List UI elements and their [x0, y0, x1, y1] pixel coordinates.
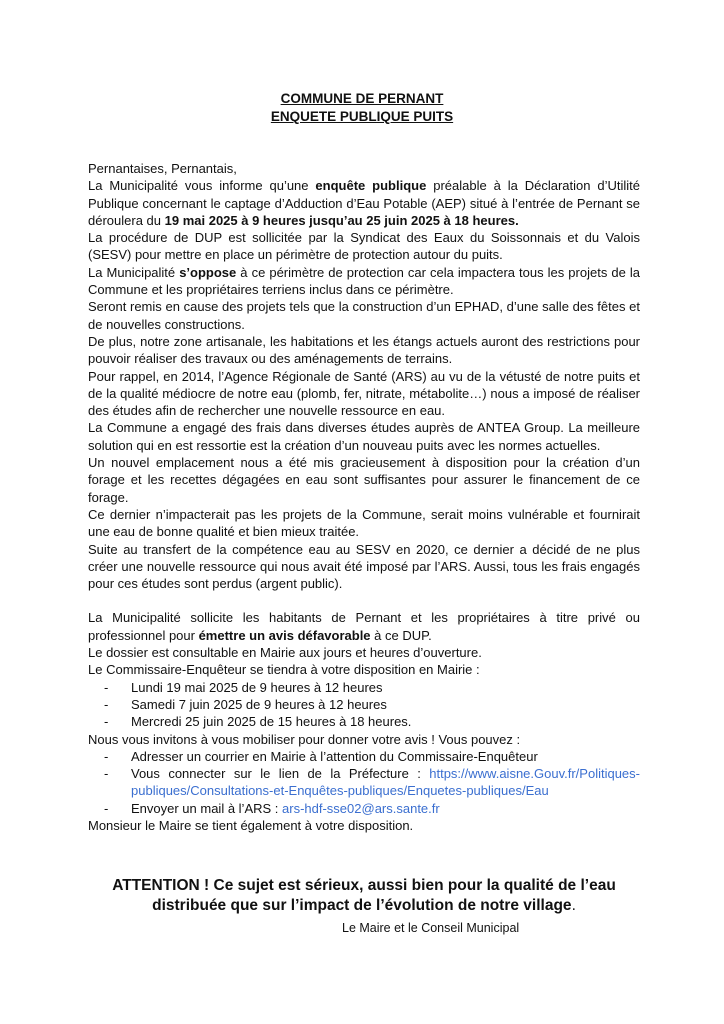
paragraph-emplacement: Un nouvel emplacement nous a été mis gracieusement à disposition pour la création d’un forage et les recettes dégagées en eau sont suffisantes pour assurer le financement de ce forage.	[88, 455, 640, 505]
paragraph-maire: Monsieur le Maire se tient également à votre disposition.	[88, 817, 414, 833]
list-item: - Lundi 19 mai 2025 de 9 heures à 12 heures	[104, 679, 640, 696]
paragraph-rappel-ars: Pour rappel, en 2014, l’Agence Régionale de Santé (ARS) au vu de la vétusté de notre puits et de la qualité médiocre de notre eau (plomb, fer, nitrate, métabolite…) nous a imposé de réaliser des études afin de rechercher une nouvelle ressource en eau.	[88, 368, 640, 419]
list-item: - Samedi 7 juin 2025 de 9 heures à 12 heures	[104, 696, 640, 713]
paragraph-sollicite	[88, 609, 640, 644]
bold-enquete-publique: enquête publique	[315, 178, 427, 194]
enquete-title: ENQUETE PUBLIQUE PUITS	[270, 109, 454, 124]
bold-avis-defavorable: émettre un avis défavorable	[198, 627, 371, 643]
list-item	[104, 800, 640, 817]
bold-dates: 19 mai 2025 à 9 heures jusqu’au 25 juin 2025 à 18 heures.	[164, 212, 519, 228]
paragraph-opposition	[88, 264, 640, 299]
text-span: La Municipalité sollicite les habitants de Pernant et les propriétaires à titre privé ou professionnel pour	[88, 610, 640, 643]
attention-notice	[88, 876, 640, 916]
paragraph-projets: Seront remis en cause des projets tels que la construction d’un EPHAD, d’une salle des fêtes et de nouvelles constructions.	[88, 299, 640, 332]
ars-email-link[interactable]: ars-hdf-sse02@ars.sante.fr	[282, 800, 440, 816]
dates-list	[88, 679, 640, 731]
text-span: .	[571, 897, 576, 914]
commune-title: COMMUNE DE PERNANT	[280, 91, 444, 106]
attention-line-1: ATTENTION ! Ce sujet est sérieux, aussi bien pour la qualité de l’eau	[112, 877, 616, 894]
text-span: à ce périmètre de protection car cela impactera tous les projets de la Commune et les propriétaires terriens inclus dans ce périmètre.	[88, 264, 640, 298]
letter-body	[88, 160, 640, 834]
text-span: Envoyer un mail à l’ARS :	[131, 800, 283, 816]
paragraph-transfert: Suite au transfert de la compétence eau au SESV en 2020, ce dernier a décidé de ne plus créer une nouvelle ressource qui nous avait été imposé par l’ARS. Aussi, tous les frais engagés pour ces études sont perdus (argent public).	[88, 541, 640, 592]
list-item	[104, 765, 640, 800]
text-span: à ce DUP.	[370, 627, 432, 643]
paragraph-enquete	[88, 177, 640, 229]
text-span: Vous connecter sur le lien de la Préfecture :	[131, 766, 430, 782]
text-span: préalable à la Déclaration d’Utilité Publique concernant le captage d’Adduction d’Eau Potable (AEP) situé à l’entrée de Pernant se déroulera du	[88, 178, 640, 228]
list-item: - Adresser un courrier en Mairie à l’attention du Commissaire-Enquêteur	[104, 748, 640, 765]
prefecture-link[interactable]: https://www.aisne.Gouv.fr/Politiques-publiques/Consultations-et-Enquêtes-publiques/Enquetes-publiques/Eau	[131, 766, 640, 799]
paragraph-dossier: Le dossier est consultable en Mairie aux jours et heures d’ouverture.	[88, 645, 482, 661]
paragraph-forage: Ce dernier n’impacterait pas les projets de la Commune, serait moins vulnérable et fournirait une eau de bonne qualité et bien mieux traitée.	[88, 506, 640, 540]
list-item: - Mercredi 25 juin 2025 de 15 heures à 18 heures.	[104, 713, 640, 730]
text-span: La Municipalité vous informe qu’une	[88, 178, 316, 194]
actions-list	[88, 748, 640, 817]
text-span: distribuée que sur l’impact de l’évolution de notre village	[152, 897, 572, 914]
paragraph-commissaire: Le Commissaire-Enquêteur se tiendra à votre disposition en Mairie :	[88, 662, 480, 678]
spacer	[88, 592, 640, 609]
text-span: La Municipalité	[88, 264, 180, 280]
signature: Le Maire et le Conseil Municipal	[342, 921, 520, 935]
bold-s-oppose: s’oppose	[179, 264, 237, 280]
paragraph-dup: La procédure de DUP est sollicitée par la Syndicat des Eaux du Soissonnais et du Valois (SESV) pour mettre en place un périmètre de protection autour du puits.	[88, 230, 640, 263]
paragraph-antea: La Commune a engagé des frais dans diverses études auprès de ANTEA Group. La meilleure solution qui en est ressortie est la création d’un nouveau puits avec les normes actuelles.	[88, 420, 640, 453]
attention-line-2	[88, 896, 640, 916]
paragraph-zone-artisanale: De plus, notre zone artisanale, les habitations et les étangs actuels auront des restrictions pour pouvoir réaliser des travaux ou des aménagements de terrains.	[88, 333, 640, 367]
paragraph-mobiliser: Nous vous invitons à vous mobiliser pour donner votre avis ! Vous pouvez :	[88, 731, 521, 747]
greeting: Pernantaises, Pernantais,	[88, 161, 237, 176]
